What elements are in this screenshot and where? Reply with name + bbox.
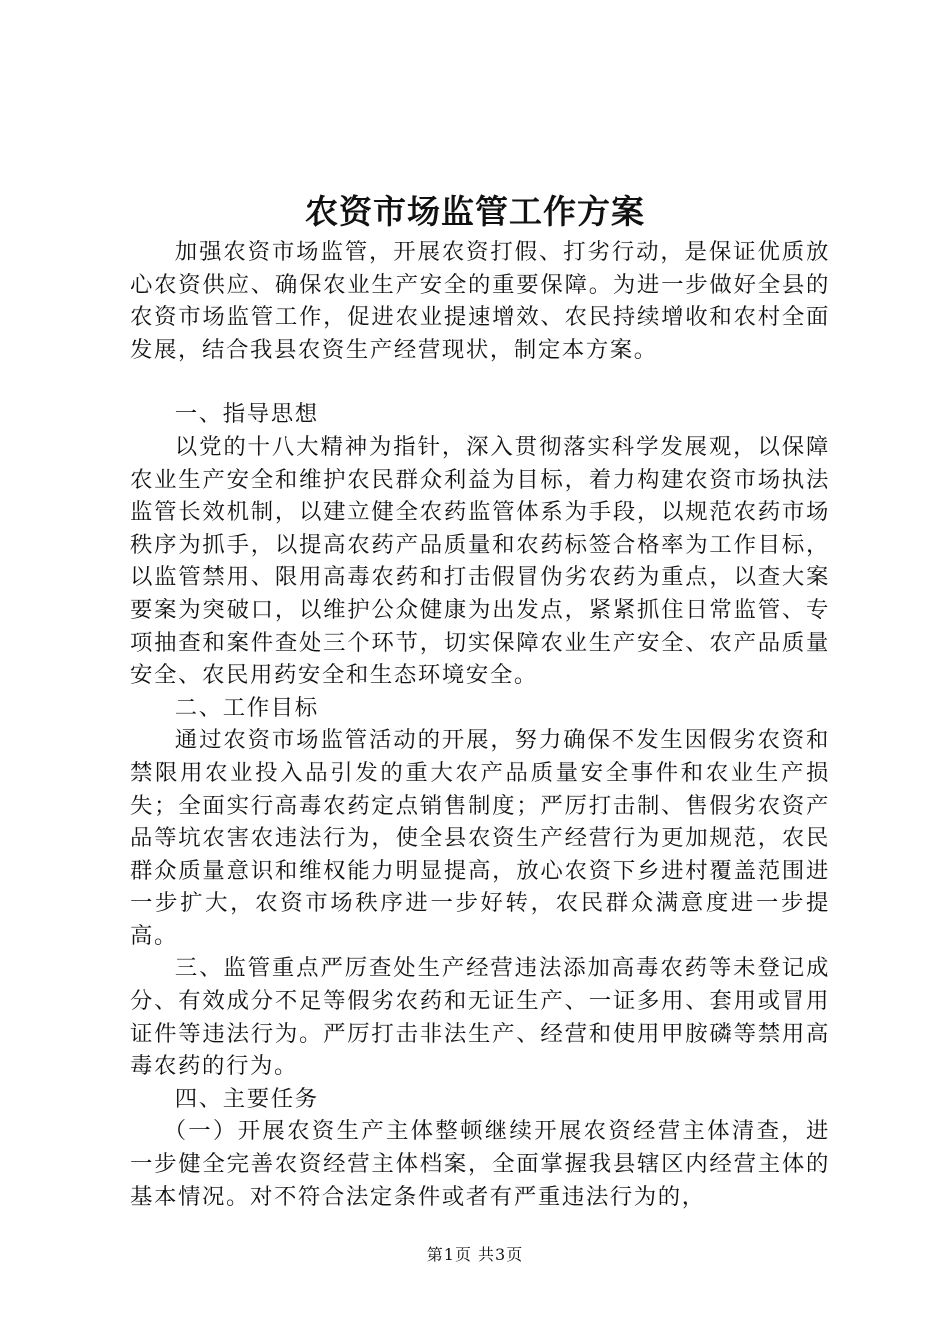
page-footer: 第1页 共3页 [426,1245,524,1264]
section-heading-work-goals: 二、工作目标 [174,694,319,721]
section-heading-main-tasks: 四、主要任务 [174,1085,319,1112]
main-tasks-paragraph: （一）开展农资生产主体整顿继续开展农资经营主体清查，进一步健全完善农资经营主体档案，全面掌握我县辖区内经营主体的基本情况。对不符合法定条件或者有严重违法行为的， [130,1118,830,1210]
document-body [130,236,830,1213]
section-heading-guiding-thought: 一、指导思想 [174,401,319,428]
work-goals-paragraph: 通过农资市场监管活动的开展，努力确保不发生因假劣农资和禁限用农业投入品引发的重大农产品质量安全事件和农业生产损失；全面实行高毒农药定点销售制度；严厉打击制、售假劣农资产品等坑农害农违法行为，使全县农资生产经营行为更加规范，农民群众质量意识和维权能力明显提高，放心农资下乡进村覆盖范围进一步扩大，农资市场秩序进一步好转，农民群众满意度进一步提高。 [130,727,830,949]
supervision-focus-paragraph: 三、监管重点严厉查处生产经营违法添加高毒农药等未登记成分、有效成分不足等假劣农药和无证生产、一证多用、套用或冒用证件等违法行为。严厉打击非法生产、经营和使用甲胺磷等禁用高毒农药的行为。 [130,955,830,1080]
guiding-thought-paragraph: 以党的十八大精神为指针，深入贯彻落实科学发展观，以保障农业生产安全和维护农民群众利益为目标，着力构建农资市场执法监管长效机制，以建立健全农药监管体系为手段，以规范农药市场秩序为抓手，以提高农药产品质量和农药标签合格率为工作目标，以监管禁用、限用高毒农药和打击假冒伪劣农药为重点，以查大案要案为突破口，以维护公众健康为出发点，紧紧抓住日常监管、专项抽查和案件查处三个环节，切实保障农业生产安全、农产品质量安全、农民用药安全和生态环境安全。 [130,433,830,689]
document-title: 农资市场监管工作方案 [305,192,645,231]
intro-paragraph: 加强农资市场监管，开展农资打假、打劣行动，是保证优质放心农资供应、确保农业生产安全的重要保障。为进一步做好全县的农资市场监管工作，促进农业提速增效、农民持续增收和农村全面发展，结合我县农资生产经营现状，制定本方案。 [130,239,830,363]
